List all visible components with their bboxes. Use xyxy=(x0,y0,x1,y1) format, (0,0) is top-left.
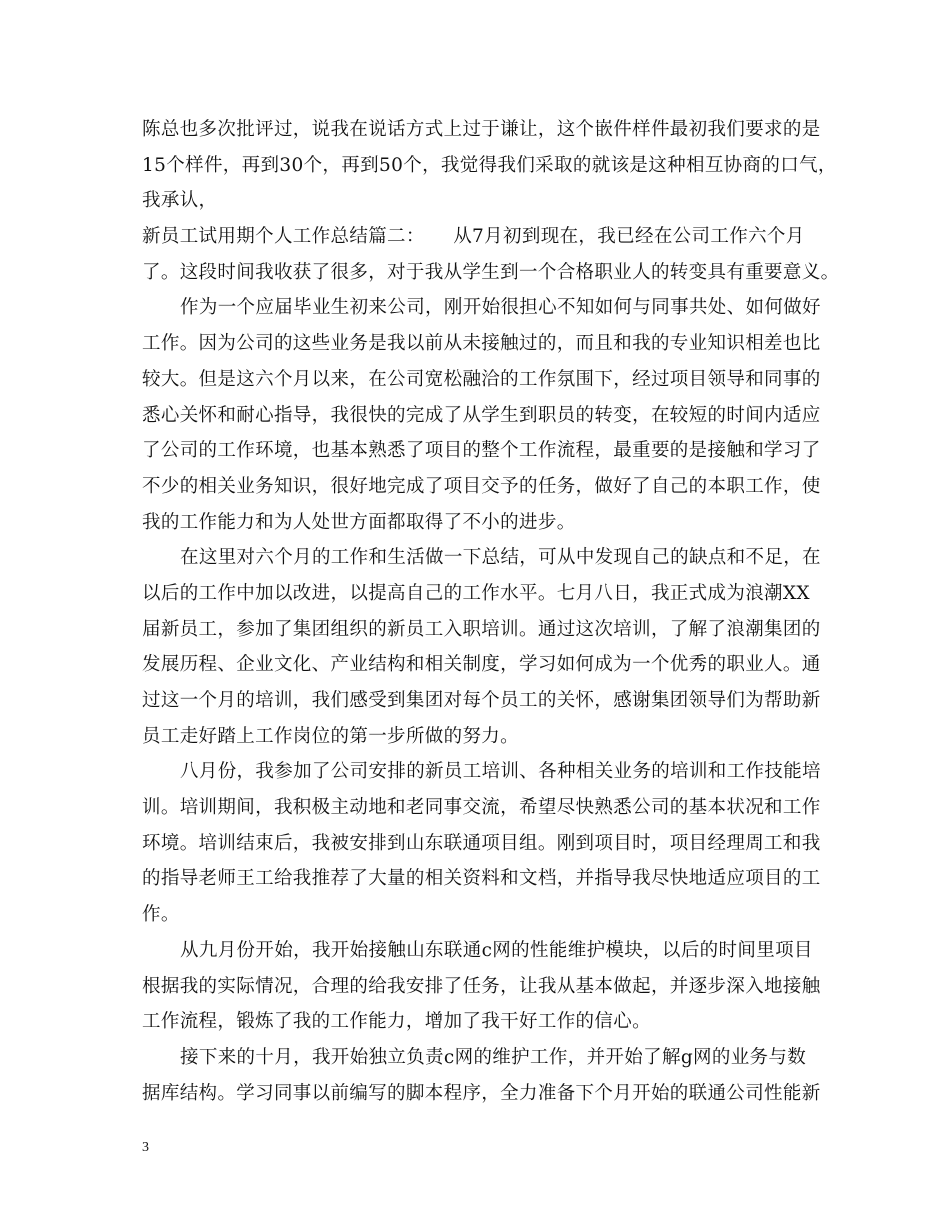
text-line: 悉心关怀和耐心指导，我很快的完成了从学生到职员的转变，在较短的时间内适应 xyxy=(142,404,821,426)
text-line: 不少的相关业务知识，很好地完成了项目交予的任务，做好了自己的本职工作，使 xyxy=(142,475,821,497)
text-line: 根据我的实际情况，合理的给我安排了任务，让我从基本做起，并逐步深入地接触 xyxy=(142,975,821,997)
paragraph-start: 在这里对六个月的工作和生活做一下总结，可从中发现自己的缺点和不足，在 xyxy=(180,547,821,569)
section-heading-line: 新员工试用期个人工作总结篇二： 从7月初到现在，我已经在公司工作六个月 xyxy=(142,226,805,248)
text-line: 以后的工作中加以改进，以提高自己的工作水平。七月八日，我正式成为浪潮XX xyxy=(142,582,810,604)
text-line: 工作。因为公司的这些业务是我以前从未接触过的，而且和我的专业知识相差也比 xyxy=(142,333,821,355)
text-line: 作。 xyxy=(142,904,180,926)
text-line: 我承认， xyxy=(142,190,218,212)
text-line: 工作流程，锻炼了我的工作能力，增加了我干好工作的信心。 xyxy=(142,1011,651,1033)
text-line: 我的工作能力和为人处世方面都取得了不小的进步。 xyxy=(142,511,576,533)
page-number: 3 xyxy=(142,1140,149,1155)
text-line: 15个样件，再到30个，再到50个，我觉得我们采取的就该是这种相互协商的口气， xyxy=(142,154,837,176)
paragraph-start: 八月份，我参加了公司安排的新员工培训、各种相关业务的培训和工作技能培 xyxy=(180,761,821,783)
paragraph-start: 从九月份开始，我开始接触山东联通c网的性能维护模块，以后的时间里项目 xyxy=(180,939,813,961)
text-line: 据库结构。学习同事以前编写的脚本程序，全力准备下个月开始的联通公司性能新 xyxy=(142,1082,821,1104)
text-line: 届新员工，参加了集团组织的新员工入职培训。通过这次培训，了解了浪潮集团的 xyxy=(142,618,821,640)
text-line: 了。这段时间我收获了很多，对于我从学生到一个合格职业人的转变具有重要意义。 xyxy=(142,261,840,283)
text-line: 员工走好踏上工作岗位的第一步所做的努力。 xyxy=(142,725,520,747)
text-line: 的指导老师王工给我推荐了大量的相关资料和文档，并指导我尽快地适应项目的工 xyxy=(142,868,821,890)
text-line: 了公司的工作环境，也基本熟悉了项目的整个工作流程，最重要的是接触和学习了 xyxy=(142,440,821,462)
text-line: 陈总也多次批评过，说我在说话方式上过于谦让，这个嵌件样件最初我们要求的是 xyxy=(142,119,821,140)
paragraph-start: 作为一个应届毕业生初来公司，刚开始很担心不知如何与同事共处、如何做好 xyxy=(180,297,821,319)
text-line: 训。培训期间，我积极主动地和老同事交流，希望尽快熟悉公司的基本状况和工作 xyxy=(142,797,821,819)
text-line: 较大。但是这六个月以来，在公司宽松融洽的工作氛围下，经过项目领导和同事的 xyxy=(142,368,821,390)
text-line: 环境。培训结束后，我被安排到山东联通项目组。刚到项目时，项目经理周工和我 xyxy=(142,832,821,854)
text-line: 过这一个月的培训，我们感受到集团对每个员工的关怀，感谢集团领导们为帮助新 xyxy=(142,690,821,711)
paragraph-start: 接下来的十月，我开始独立负责c网的维护工作，并开始了解g网的业务与数 xyxy=(180,1046,807,1068)
text-line: 发展历程、企业文化、产业结构和相关制度，学习如何成为一个优秀的职业人。通 xyxy=(142,654,821,676)
document-body xyxy=(142,112,840,1111)
